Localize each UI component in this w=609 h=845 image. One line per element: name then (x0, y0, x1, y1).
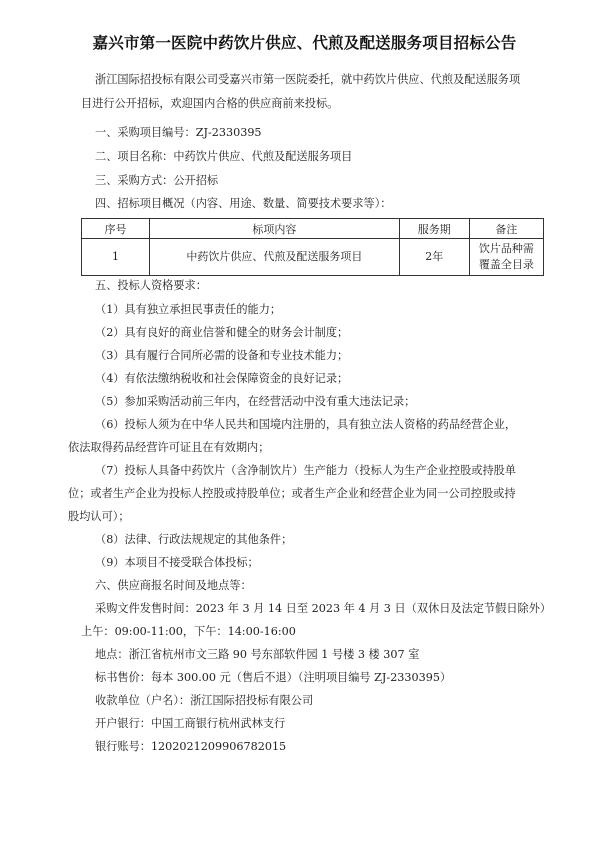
bid-items-table (81, 218, 544, 276)
requirement-7-line-3: 股均认可）； (68, 510, 130, 523)
requirement-8: （8）法律、行政法规规定的其他条件； (95, 533, 293, 546)
table-cell-remark (469, 239, 543, 276)
requirement-4: （4）有依法缴纳税收和社会保障资金的良好记录； (95, 372, 349, 385)
intro-line-1: 浙江国际招投标有限公司受嘉兴市第一医院委托，就中药饮片供应、代煎及配送服务项 (95, 73, 521, 86)
requirement-9: （9）本项目不接受联合体投标； (95, 556, 259, 569)
table-header-remark: 备注 (469, 219, 543, 239)
page-title: 嘉兴市第一医院中药饮片供应、代煎及配送服务项目招标公告 (92, 34, 517, 52)
sale-time-line-1: 采购文件发售时间：2023 年 3 月 14 日至 2023 年 4 月 3 日（双休日及法定节假日除外） (95, 602, 552, 615)
requirement-3: （3）具有履行合同所必需的设备和专业技术能力； (95, 349, 349, 362)
table-header-no: 序号 (82, 219, 150, 239)
bank-name: 开户银行：中国工商银行杭州武林支行 (95, 717, 286, 730)
section-project-name: 二、项目名称：中药饮片供应、代煎及配送服务项目 (95, 150, 353, 163)
sale-time-line-2: 上午：09:00-11:00，下午：14:00-16:00 (81, 625, 296, 638)
table-cell-no: 1 (82, 239, 150, 276)
requirement-7-line-1: （7）投标人具备中药饮片（含净制饮片）生产能力（投标人为生产企业控股或持股单 (95, 464, 517, 477)
table-cell-period: 2年 (399, 239, 469, 276)
requirement-2: （2）具有良好的商业信誉和健全的财务会计制度； (95, 326, 349, 339)
table-header-row (82, 219, 544, 239)
section-project-overview: 四、招标项目概况（内容、用途、数量、简要技术要求等）： (95, 197, 392, 210)
section-registration: 六、供应商报名时间及地点等： (95, 579, 252, 592)
remark-line-1: 饮片品种需 (478, 242, 534, 255)
table-header-content: 标项内容 (149, 219, 399, 239)
document-price: 标书售价：每本 300.00 元（售后不退）（注明项目编号 ZJ-2330395） (95, 671, 452, 684)
bank-account: 银行账号：1202021209906782015 (95, 740, 287, 753)
requirement-5: （5）参加采购活动前三年内，在经营活动中没有重大违法记录； (95, 395, 416, 408)
table-cell-content: 中药饮片供应、代煎及配送服务项目 (149, 239, 399, 276)
remark-line-2: 覆盖全目录 (478, 258, 534, 271)
requirement-6-line-2: 依法取得药品经营许可证且在有效期内； (68, 441, 270, 454)
section-bidder-requirements: 五、投标人资格要求： (95, 279, 207, 292)
requirement-6-line-1: （6）投标人须为在中华人民共和国境内注册的，具有独立法人资格的药品经营企业， (95, 418, 517, 431)
table-header-period: 服务期 (399, 219, 469, 239)
section-procurement-method: 三、采购方式：公开招标 (95, 174, 219, 187)
requirement-1: （1）具有独立承担民事责任的能力； (95, 303, 282, 316)
intro-line-2: 目进行公开招标，欢迎国内合格的供应商前来投标。 (81, 97, 339, 110)
table-row (82, 239, 544, 276)
payee: 收款单位（户名）：浙江国际招投标有限公司 (95, 694, 314, 707)
requirement-7-line-2: 位；或者生产企业为投标人控股或持股单位；或者生产企业和经营企业为同一公司控股或持 (68, 487, 516, 500)
section-project-number: 一、采购项目编号：ZJ-2330395 (95, 126, 262, 139)
sale-address: 地点：浙江省杭州市文三路 90 号东部软件园 1 号楼 3 楼 307 室 (95, 648, 420, 661)
